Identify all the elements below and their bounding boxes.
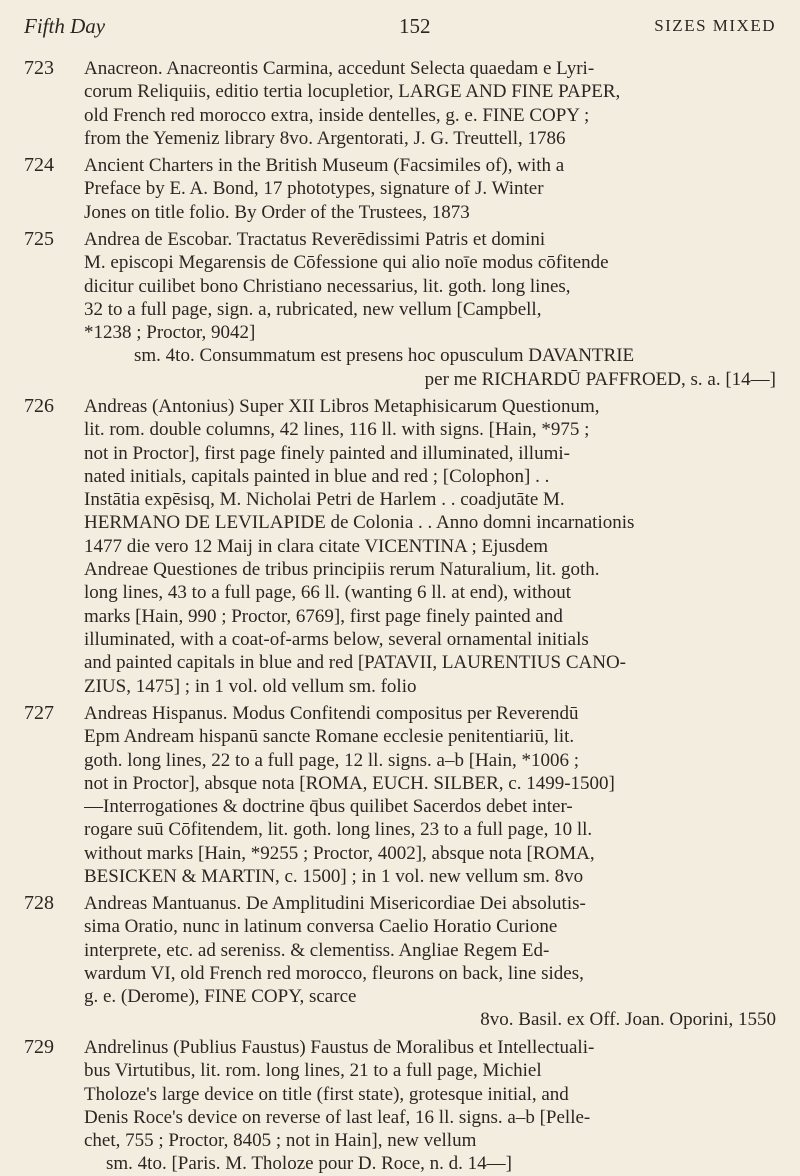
lot-entry [24, 154, 776, 224]
lot-line: 1477 die vero 12 Maij in clara citate VICENTINA ; Ejusdem [84, 535, 548, 557]
lot-line: from the Yemeniz library 8vo. Argentorati, J. G. Treuttell, 1786 [84, 127, 566, 149]
lot-entry [24, 892, 776, 1032]
lot-description [84, 702, 776, 888]
lot-description [84, 395, 776, 698]
lot-line: ZIUS, 1475] ; in 1 vol. old vellum sm. folio [84, 675, 417, 697]
lot-line: corum Reliquiis, editio tertia locupletior, LARGE AND FINE PAPER, [84, 81, 621, 103]
lot-line: Andreas (Antonius) Super XII Libros Metaphisicarum Questionum, [84, 396, 600, 417]
lot-line: Andreas Mantuanus. De Amplitudini Misericordiae Dei absolutis- [84, 893, 586, 914]
lot-number: 724 [24, 154, 54, 176]
lot-line: dicitur cuilibet bono Christiano necessarius, lit. goth. long lines, [84, 275, 571, 297]
lot-line: sm. 4to. Consummatum est presens hoc opusculum DAVANTRIE [134, 345, 635, 367]
lot-line: Instātia expēsisq, M. Nicholai Petri de Harlem . . coadjutāte M. [84, 489, 565, 511]
lot-line: HERMANO DE LEVILAPIDE de Colonia . . Anno domni incarnationis [84, 512, 635, 534]
lot-line: Tholoze's large device on title (first state), grotesque initial, and [84, 1083, 569, 1105]
lot-line: Andreas Hispanus. Modus Confitendi compositus per Reverendū [84, 703, 579, 724]
lot-entry [24, 57, 776, 150]
lot-line: wardum VI, old French red morocco, fleurons on back, line sides, [84, 962, 584, 984]
lot-line: goth. long lines, 22 to a full page, 12 ll. signs. a–b [Hain, *1006 ; [84, 749, 580, 771]
lot-line: Andrelinus (Publius Faustus) Faustus de Moralibus et Intellectuali- [84, 1037, 595, 1058]
lot-line: marks [Hain, 990 ; Proctor, 6769], first page finely painted and [84, 605, 563, 627]
lot-line: sm. 4to. [Paris. M. Tholoze pour D. Roce, n. d. 14—] [106, 1153, 512, 1175]
lot-line: Jones on title folio. By Order of the Trustees, 1873 [84, 201, 470, 223]
lot-line: g. e. (Derome), FINE COPY, scarce [84, 986, 357, 1008]
lot-line: Epm Andream hispanū sancte Romane ecclesie penitentiariū, lit. [84, 726, 575, 748]
header-section: SIZES MIXED [654, 16, 776, 35]
lot-entry [24, 395, 776, 698]
lot-line: 8vo. Basil. ex Off. Joan. Oporini, 1550 [480, 1009, 776, 1031]
lot-line: long lines, 43 to a full page, 66 ll. (wanting 6 ll. at end), without [84, 582, 572, 604]
lot-line: BESICKEN & MARTIN, c. 1500] ; in 1 vol. new vellum sm. 8vo [84, 866, 584, 888]
lot-line: Andrea de Escobar. Tractatus Reverēdissimi Patris et domini [84, 229, 546, 250]
lot-line: *1238 ; Proctor, 9042] [84, 322, 256, 344]
lot-number: 725 [24, 228, 54, 250]
lot-line: sima Oratio, nunc in latinum conversa Caelio Horatio Curione [84, 916, 558, 938]
lot-description [84, 228, 776, 391]
lot-description [84, 892, 776, 1032]
lot-line: Denis Roce's device on reverse of last leaf, 16 ll. signs. a–b [Pelle- [84, 1106, 591, 1128]
lot-line: old French red morocco extra, inside dentelles, g. e. FINE COPY ; [84, 104, 590, 126]
page-header [24, 14, 776, 44]
lot-line: rogare suū Cōfitendem, lit. goth. long lines, 23 to a full page, 10 ll. [84, 819, 593, 841]
lot-line: Andreae Questiones de tribus principiis rerum Naturalium, lit. goth. [84, 559, 600, 581]
lot-line: illuminated, with a coat-of-arms below, several ornamental initials [84, 628, 589, 650]
lot-entry [24, 228, 776, 391]
lot-number: 729 [24, 1036, 54, 1058]
lot-line: lit. rom. double columns, 42 lines, 116 ll. with signs. [Hain, *975 ; [84, 419, 590, 441]
lot-line: Anacreon. Anacreontis Carmina, accedunt Selecta quaedam e Lyri- [84, 58, 595, 79]
lot-description [84, 1036, 776, 1176]
lot-description [84, 154, 776, 224]
lot-line: —Interrogationes & doctrine q̄bus quilibet Sacerdos debet inter- [84, 796, 573, 818]
lot-line: bus Virtutibus, lit. rom. long lines, 21 to a full page, Michiel [84, 1060, 542, 1082]
lot-line: chet, 755 ; Proctor, 8405 ; not in Hain], new vellum [84, 1130, 477, 1152]
page-number: 152 [399, 14, 431, 38]
lot-line: not in Proctor], first page finely painted and illuminated, illumi- [84, 442, 570, 464]
lot-entry [24, 702, 776, 888]
lot-line: not in Proctor], absque nota [ROMA, EUCH. SILBER, c. 1499-1500] [84, 772, 615, 794]
lot-line: per me RICHARDŪ PAFFROED, s. a. [14—] [424, 368, 776, 390]
lot-number: 728 [24, 892, 54, 914]
lot-line: M. episcopi Megarensis de Cōfessione qui alio noīe modus cōfitende [84, 252, 609, 274]
lot-number: 723 [24, 57, 54, 79]
lot-line: interprete, etc. ad sereniss. & clementiss. Angliae Regem Ed- [84, 939, 550, 961]
lot-line: without marks [Hain, *9255 ; Proctor, 4002], absque nota [ROMA, [84, 842, 595, 864]
lot-line: Preface by E. A. Bond, 17 phototypes, signature of J. Winter [84, 178, 544, 200]
lot-line: and painted capitals in blue and red [PATAVII, LAURENTIUS CANO- [84, 652, 627, 674]
lot-line: Ancient Charters in the British Museum (Facsimiles of), with a [84, 155, 565, 176]
header-day: Fifth Day [24, 14, 106, 38]
lot-description [84, 57, 776, 150]
lot-entry [24, 1036, 776, 1176]
lot-number: 727 [24, 702, 54, 724]
lot-number: 726 [24, 395, 54, 417]
lot-line: nated initials, capitals painted in blue and red ; [Colophon] . . [84, 465, 550, 487]
lot-line: 32 to a full page, sign. a, rubricated, new vellum [Campbell, [84, 298, 542, 320]
